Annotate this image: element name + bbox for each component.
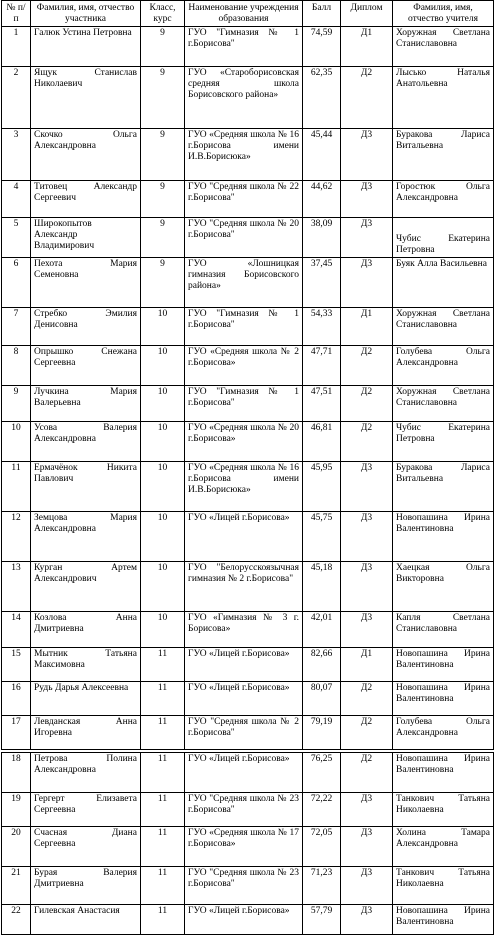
cell-diploma: Д1	[341, 308, 393, 346]
cell-school: ГУО "Гимназия № 1 г.Борисова"	[185, 386, 303, 422]
cell-score: 45,75	[303, 512, 341, 562]
cell-score: 72,22	[303, 793, 341, 827]
cell-score: 76,25	[303, 753, 341, 793]
table-row	[2, 793, 494, 827]
cell-name: Счасная Диана Сергеевна	[31, 827, 141, 867]
header-row	[2, 1, 494, 27]
cell-school: ГУО "Средняя школа № 2 г.Борисова"	[185, 716, 303, 750]
cell-teacher: Буракова Лариса Витальевна	[393, 462, 494, 512]
cell-grade: 10	[141, 386, 185, 422]
cell-num: 1	[2, 27, 31, 67]
cell-num: 10	[2, 422, 31, 462]
cell-score: 42,01	[303, 612, 341, 648]
cell-name: Гилевская Анастасия	[31, 905, 141, 935]
cell-name: Мытник Татьяна Максимовна	[31, 648, 141, 682]
cell-grade: 11	[141, 905, 185, 935]
cell-score: 72,05	[303, 827, 341, 867]
cell-diploma: Д3	[341, 512, 393, 562]
cell-score: 37,45	[303, 258, 341, 308]
cell-teacher: Новопашина Ирина Валентиновна	[393, 682, 494, 716]
table-row	[2, 827, 494, 867]
cell-score: 45,95	[303, 462, 341, 512]
cell-teacher: Буяк Алла Васильевна	[393, 258, 494, 308]
cell-score: 45,44	[303, 129, 341, 181]
table-row	[2, 67, 494, 129]
cell-num: 16	[2, 682, 31, 716]
cell-school: ГУО "Белорусскоязычная гимназия № 2 г.Борисова"	[185, 562, 303, 612]
cell-grade: 9	[141, 258, 185, 308]
cell-score: 45,18	[303, 562, 341, 612]
cell-score: 46,81	[303, 422, 341, 462]
cell-grade: 11	[141, 867, 185, 905]
cell-name: Широкопытов Александр Владимирович	[31, 218, 141, 258]
cell-score: 79,19	[303, 716, 341, 750]
cell-school: ГУО «Средняя школа № 20 г.Борисова»	[185, 422, 303, 462]
cell-diploma: Д3	[341, 793, 393, 827]
cell-score: 74,59	[303, 27, 341, 67]
cell-grade: 11	[141, 682, 185, 716]
cell-score: 62,35	[303, 67, 341, 129]
header-school: Наименование учреждения образования	[185, 1, 303, 27]
cell-num: 19	[2, 793, 31, 827]
cell-teacher: Новопашина Ирина Валентиновна	[393, 512, 494, 562]
header-name: Фамилия, имя, отчество участника	[31, 1, 141, 27]
table-row	[2, 462, 494, 512]
cell-school: ГУО «Лошницкая гимназия Борисовского района»	[185, 258, 303, 308]
cell-school: ГУО "Средняя школа № 23 г.Борисова"	[185, 793, 303, 827]
table-row	[2, 612, 494, 648]
cell-diploma: Д2	[341, 386, 393, 422]
cell-diploma: Д2	[341, 753, 393, 793]
cell-grade: 10	[141, 562, 185, 612]
table-row	[2, 386, 494, 422]
cell-diploma: Д3	[341, 462, 393, 512]
table-row	[2, 308, 494, 346]
cell-diploma: Д3	[341, 562, 393, 612]
cell-num: 11	[2, 462, 31, 512]
cell-num: 21	[2, 867, 31, 905]
cell-num: 18	[2, 753, 31, 793]
table-row	[2, 422, 494, 462]
cell-diploma: Д3	[341, 867, 393, 905]
cell-name: Козлова Анна Дмитриевна	[31, 612, 141, 648]
cell-name: Ящук Станислав Николаевич	[31, 67, 141, 129]
cell-school: ГУО «Средняя школа № 2 г.Борисова»	[185, 346, 303, 386]
cell-grade: 9	[141, 129, 185, 181]
table-row	[2, 905, 494, 935]
cell-diploma: Д2	[341, 67, 393, 129]
cell-school: ГУО «Средняя школа № 16 г.Борисова имени И.В.Борисюка»	[185, 129, 303, 181]
cell-name: Ермачёнок Никита Павлович	[31, 462, 141, 512]
cell-teacher: Танкович Татьяна Николаевна	[393, 793, 494, 827]
cell-grade: 10	[141, 422, 185, 462]
cell-school: ГУО «Средняя школа № 16 г.Борисова имени И.В.Борисюка»	[185, 462, 303, 512]
cell-teacher: Холина Тамара Александровна	[393, 827, 494, 867]
cell-diploma: Д3	[341, 129, 393, 181]
cell-grade: 11	[141, 827, 185, 867]
cell-num: 12	[2, 512, 31, 562]
cell-grade: 11	[141, 753, 185, 793]
cell-num: 20	[2, 827, 31, 867]
cell-name: Бурая Валерия Дмитриевна	[31, 867, 141, 905]
cell-num: 14	[2, 612, 31, 648]
cell-name: Петрова Полина Александровна	[31, 753, 141, 793]
cell-grade: 11	[141, 648, 185, 682]
table-row	[2, 181, 494, 218]
cell-diploma: Д3	[341, 258, 393, 308]
cell-name: Титовец Александр Сергеевич	[31, 181, 141, 218]
cell-grade: 9	[141, 181, 185, 218]
cell-school: ГУО «Лицей г.Борисова»	[185, 753, 303, 793]
cell-num: 4	[2, 181, 31, 218]
cell-school: ГУО «Лицей г.Борисова»	[185, 648, 303, 682]
cell-teacher: Чубис Екатерина Петровна	[393, 422, 494, 462]
cell-num: 17	[2, 716, 31, 750]
cell-school: ГУО «Гимназия № 3 г. Борисова»	[185, 612, 303, 648]
cell-num: 22	[2, 905, 31, 935]
table-row	[2, 648, 494, 682]
cell-name: Рудь Дарья Алексеевна	[31, 682, 141, 716]
cell-num: 13	[2, 562, 31, 612]
cell-grade: 10	[141, 462, 185, 512]
cell-diploma: Д2	[341, 682, 393, 716]
cell-name: Курган Артем Александрович	[31, 562, 141, 612]
table-row	[2, 682, 494, 716]
cell-num: 6	[2, 258, 31, 308]
cell-teacher: Голубева Ольга Александровна	[393, 716, 494, 750]
cell-teacher: Чубис Екатерина Петровна	[393, 218, 494, 258]
header-score: Балл	[303, 1, 341, 27]
cell-school: ГУО "Гимназия № 1 г.Борисова"	[185, 27, 303, 67]
cell-diploma: Д3	[341, 181, 393, 218]
cell-teacher: Хоружная Светлана Станиславовна	[393, 386, 494, 422]
cell-name: Стребко Эмилия Денисовна	[31, 308, 141, 346]
cell-grade: 9	[141, 218, 185, 258]
cell-score: 44,62	[303, 181, 341, 218]
cell-teacher: Голубева Ольга Александровна	[393, 346, 494, 386]
table-row	[2, 716, 494, 750]
cell-score: 47,51	[303, 386, 341, 422]
table-row	[2, 512, 494, 562]
cell-diploma: Д3	[341, 612, 393, 648]
cell-teacher: Капля Светлана Станиславовна	[393, 612, 494, 648]
cell-grade: 10	[141, 612, 185, 648]
cell-num: 5	[2, 218, 31, 258]
cell-num: 8	[2, 346, 31, 386]
cell-teacher: Лысько Наталья Анатольевна	[393, 67, 494, 129]
cell-school: ГУО «Лицей г.Борисова»	[185, 512, 303, 562]
cell-teacher: Хоружная Светлана Станиславовна	[393, 27, 494, 67]
header-teacher: Фамилия, имя, отчество учителя	[393, 1, 494, 27]
cell-teacher: Танкович Татьяна Николаевна	[393, 867, 494, 905]
cell-school: ГУО «Лицей г.Борисова»	[185, 905, 303, 935]
cell-teacher: Хаецкая Ольга Викторовна	[393, 562, 494, 612]
cell-score: 82,66	[303, 648, 341, 682]
table-row	[2, 258, 494, 308]
cell-diploma: Д3	[341, 218, 393, 258]
table-row	[2, 27, 494, 67]
cell-diploma: Д2	[341, 346, 393, 386]
cell-diploma: Д2	[341, 422, 393, 462]
cell-school: ГУО "Средняя школа № 22 г.Борисова"	[185, 181, 303, 218]
cell-school: ГУО «Старoборисовская средняя школа Борисовского района»	[185, 67, 303, 129]
cell-diploma: Д1	[341, 27, 393, 67]
cell-name: Пехота Мария Семеновна	[31, 258, 141, 308]
cell-name: Гергерт Елизавета Сергеевна	[31, 793, 141, 827]
cell-teacher: Буракова Лариса Витальевна	[393, 129, 494, 181]
cell-score: 71,23	[303, 867, 341, 905]
cell-grade: 10	[141, 512, 185, 562]
cell-name: Земцова Мария Александровна	[31, 512, 141, 562]
cell-num: 7	[2, 308, 31, 346]
cell-diploma: Д3	[341, 827, 393, 867]
cell-name: Опрышко Снежана Сергеевна	[31, 346, 141, 386]
results-table	[1, 0, 494, 935]
cell-school: ГУО "Средняя школа № 23 г.Борисова"	[185, 867, 303, 905]
cell-grade: 11	[141, 793, 185, 827]
cell-grade: 10	[141, 346, 185, 386]
cell-score: 80,07	[303, 682, 341, 716]
header-diploma: Диплом	[341, 1, 393, 27]
cell-teacher: Новопашина Ирина Валентиновна	[393, 648, 494, 682]
cell-school: ГУО «Лицей г.Борисова»	[185, 682, 303, 716]
cell-grade: 11	[141, 716, 185, 750]
cell-name: Левданская Анна Игоревна	[31, 716, 141, 750]
cell-num: 15	[2, 648, 31, 682]
cell-grade: 9	[141, 67, 185, 129]
cell-school: ГУО "Средняя школа № 20 г.Борисова"	[185, 218, 303, 258]
table-row	[2, 753, 494, 793]
table-row	[2, 562, 494, 612]
cell-teacher: Новопашина Ирина Валентиновна	[393, 753, 494, 793]
cell-name: Усова Валерия Александровна	[31, 422, 141, 462]
cell-num: 2	[2, 67, 31, 129]
cell-school: ГУО «Средняя школа № 17 г.Борисова»	[185, 827, 303, 867]
cell-teacher: Хоружная Светлана Станиславовна	[393, 308, 494, 346]
cell-name: Лучкина Мария Валерьевна	[31, 386, 141, 422]
table-row	[2, 129, 494, 181]
cell-grade: 10	[141, 308, 185, 346]
cell-score: 54,33	[303, 308, 341, 346]
cell-diploma: Д3	[341, 905, 393, 935]
cell-school: ГУО "Гимназия № 1 г.Борисова"	[185, 308, 303, 346]
cell-name: Галюк Устина Петровна	[31, 27, 141, 67]
cell-score: 38,09	[303, 218, 341, 258]
cell-teacher: Новопашина Ирина Валентиновна	[393, 905, 494, 935]
cell-grade: 9	[141, 27, 185, 67]
cell-score: 47,71	[303, 346, 341, 386]
cell-diploma: Д2	[341, 716, 393, 750]
cell-num: 3	[2, 129, 31, 181]
table-row	[2, 867, 494, 905]
cell-score: 57,79	[303, 905, 341, 935]
table-row	[2, 346, 494, 386]
header-num: № п/п	[2, 1, 31, 27]
cell-name: Скочко Ольга Александровна	[31, 129, 141, 181]
cell-num: 9	[2, 386, 31, 422]
header-grade: Класс, курс	[141, 1, 185, 27]
table-row	[2, 218, 494, 258]
cell-diploma: Д1	[341, 648, 393, 682]
cell-teacher: Горостюк Ольга Александровна	[393, 181, 494, 218]
